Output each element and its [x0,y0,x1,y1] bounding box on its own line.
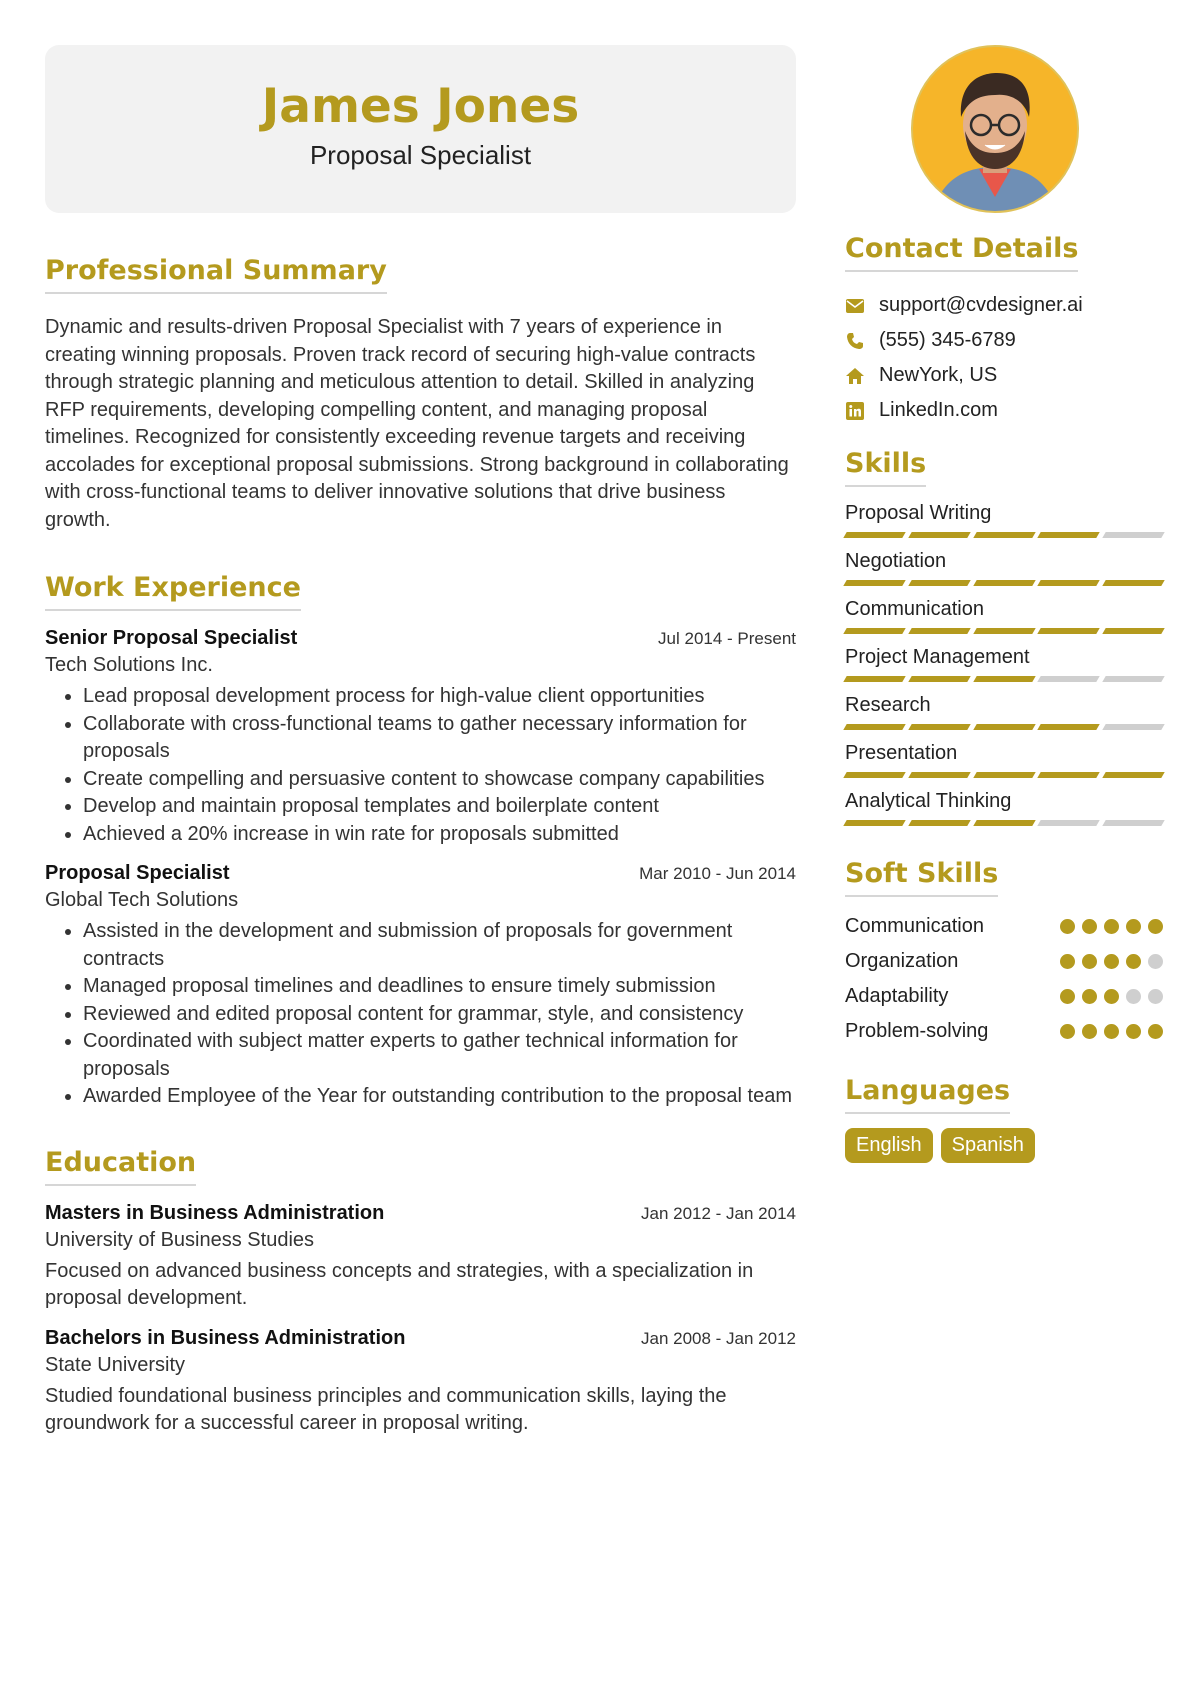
education-heading: Education [45,1147,196,1186]
contact-location [845,358,1163,393]
language-tag: Spanish [941,1128,1035,1163]
education-entry [45,1327,796,1438]
school-name: University of Business Studies [45,1228,315,1251]
languages-heading: Languages [845,1075,1010,1114]
contact-phone [845,323,1163,358]
rating-dot [1126,1024,1141,1039]
skill-level-bar [845,772,1163,778]
rating-dot [1060,919,1075,934]
skill-level-segment [1038,676,1100,682]
rating-dot [1148,954,1163,969]
skill-item [845,549,1163,586]
job-bullets [45,683,796,848]
rating-dot [1060,989,1075,1004]
skill-level-segment [843,772,905,778]
skill-level-segment [908,532,970,538]
rating-dot [1082,989,1097,1004]
bullet-item: • Lead proposal development process for high-value client opportunities [83,683,796,711]
contact-linkedin [845,393,1163,428]
email-text[interactable]: support@cvdesigner.ai [879,294,1083,316]
envelope-icon [845,296,865,316]
job-bullets [45,918,796,1111]
location-text: NewYork, US [879,364,998,386]
skill-level-segment [1102,628,1164,634]
education-description: Studied foundational business principles and communication skills, laying the groundwork for a successful career in proposal writing. [45,1384,727,1434]
skill-item [845,501,1163,538]
soft-skill-name: Problem-solving [845,1020,989,1042]
soft-skill-item [845,909,1163,944]
skill-level-segment [843,724,905,730]
summary-section [45,255,796,534]
contact-heading: Contact Details [845,233,1078,272]
skill-level-segment [908,676,970,682]
soft-skill-item [845,944,1163,979]
skill-level-segment [1038,628,1100,634]
language-tag: English [845,1128,933,1163]
experience-section [45,572,796,1111]
skill-name: Presentation [845,742,958,764]
skill-level-segment [1102,820,1164,826]
skill-item [845,645,1163,682]
skill-name: Communication [845,598,984,620]
soft-skills-heading: Soft Skills [845,858,998,897]
skill-level-segment [1102,532,1164,538]
soft-skill-rating [1060,1024,1163,1039]
skill-level-segment [1038,580,1100,586]
skills-section [845,448,1163,837]
bullet-item: • Awarded Employee of the Year for outstanding contribution to the proposal team [83,1083,796,1111]
skill-level-segment [1038,724,1100,730]
bullet-item: • Coordinated with subject matter experts to gather technical information for proposals [83,1028,796,1083]
skill-name: Proposal Writing [845,502,992,524]
degree-title: Masters in Business Administration [45,1201,385,1224]
skill-level-bar [845,580,1163,586]
bullet-item: • Reviewed and edited proposal content for grammar, style, and consistency [83,1001,796,1029]
job-company: Tech Solutions Inc. [45,654,213,676]
rating-dot [1082,919,1097,934]
skill-level-segment [973,676,1035,682]
job-title: Senior Proposal Specialist [45,627,298,649]
education-description: Focused on advanced business concepts and strategies, with a specialization in proposal development. [45,1259,754,1309]
skill-level-segment [843,676,905,682]
rating-dot [1126,989,1141,1004]
skill-level-segment [908,772,970,778]
skill-level-bar [845,676,1163,682]
rating-dot [1082,1024,1097,1039]
rating-dot [1148,1024,1163,1039]
skill-level-segment [1038,532,1100,538]
experience-heading: Work Experience [45,572,301,611]
skill-name: Research [845,694,931,716]
soft-skill-item [845,979,1163,1014]
education-date: Jan 2008 - Jan 2012 [640,1328,796,1348]
soft-skill-name: Organization [845,950,959,972]
skill-level-bar [845,532,1163,538]
summary-text: Dynamic and results-driven Proposal Specialist with 7 years of experience in creating winning proposals. Proven track record of securing high-value contracts through strategic planning and meticulous attention to detail. Skilled in analyzing RFP requirements, developing compelling content, and managing proposal timelines. Recognized for consistently exceeding revenue targets and receiving accolades for exceptional proposal submissions. Strong background in collaborating with cross-functional teams to deliver innovative solutions that drive business growth. [45,316,789,531]
skill-level-segment [908,724,970,730]
languages-section [845,1075,1163,1163]
phone-icon [845,331,865,351]
rating-dot [1104,954,1119,969]
main-column [45,45,796,1438]
rating-dot [1148,989,1163,1004]
skills-heading: Skills [845,448,926,487]
soft-skill-name: Communication [845,915,984,937]
skill-level-segment [843,532,905,538]
skill-item [845,693,1163,730]
job-date: Jul 2014 - Present [658,629,796,648]
skill-level-segment [1102,772,1164,778]
skill-level-segment [973,580,1035,586]
skill-level-segment [1038,772,1100,778]
skill-level-segment [843,820,905,826]
job-company: Global Tech Solutions [45,889,239,911]
home-icon [845,366,865,386]
skill-level-bar [845,820,1163,826]
header-card [45,45,796,213]
soft-skill-rating [1060,919,1163,934]
skill-level-segment [843,628,905,634]
contact-email [845,288,1163,323]
skill-level-segment [973,532,1035,538]
degree-title: Bachelors in Business Administration [45,1326,406,1349]
skill-level-segment [973,772,1035,778]
rating-dot [1126,919,1141,934]
rating-dot [1082,954,1097,969]
skill-level-segment [1102,676,1164,682]
soft-skills-section [845,858,1163,1049]
soft-skill-name: Adaptability [845,985,949,1007]
bullet-item: • Collaborate with cross-functional teams to gather necessary information for proposals [83,711,796,766]
education-date: Jan 2012 - Jan 2014 [640,1203,796,1223]
skill-item [845,789,1163,826]
skill-level-segment [1102,724,1164,730]
summary-heading: Professional Summary [45,255,387,294]
rating-dot [1060,954,1075,969]
job-entry [45,862,796,1111]
bullet-item: • Assisted in the development and submission of proposals for government contracts [83,918,796,973]
soft-skill-rating [1060,954,1163,969]
education-section [45,1147,796,1438]
linkedin-text[interactable]: LinkedIn.com [879,399,998,421]
bullet-item: • Create compelling and persuasive content to showcase company capabilities [83,766,796,794]
skill-name: Project Management [845,646,1030,668]
job-date: Mar 2010 - Jun 2014 [639,864,796,883]
skill-level-segment [1038,820,1100,826]
job-entry [45,627,796,848]
skill-name: Negotiation [845,550,947,572]
candidate-title: Proposal Specialist [309,140,532,170]
skill-level-bar [845,628,1163,634]
soft-skill-item [845,1014,1163,1049]
bullet-item: • Develop and maintain proposal templates and boilerplate content [83,793,796,821]
skill-level-segment [908,580,970,586]
school-name: State University [45,1353,186,1376]
skill-level-segment [1102,580,1164,586]
rating-dot [1104,1024,1119,1039]
skill-item [845,597,1163,634]
contact-section [845,233,1163,428]
job-title: Proposal Specialist [45,862,230,884]
education-entry [45,1202,796,1313]
skill-level-segment [908,820,970,826]
skill-level-bar [845,724,1163,730]
rating-dot [1126,954,1141,969]
skill-level-segment [908,628,970,634]
phone-text[interactable]: (555) 345-6789 [879,329,1016,351]
rating-dot [1148,919,1163,934]
rating-dot [1104,919,1119,934]
bullet-item: • Managed proposal timelines and deadlines to ensure timely submission [83,973,796,1001]
linkedin-icon [845,401,865,421]
skill-level-segment [973,820,1035,826]
skill-level-segment [843,580,905,586]
rating-dot [1104,989,1119,1004]
skill-level-segment [973,724,1035,730]
skill-item [845,741,1163,778]
skill-level-segment [973,628,1035,634]
rating-dot [1060,1024,1075,1039]
candidate-name: James Jones [261,79,580,134]
avatar [911,45,1079,213]
bullet-item: • Achieved a 20% increase in win rate for proposals submitted [83,821,796,849]
skill-name: Analytical Thinking [845,790,1012,812]
soft-skill-rating [1060,989,1163,1004]
